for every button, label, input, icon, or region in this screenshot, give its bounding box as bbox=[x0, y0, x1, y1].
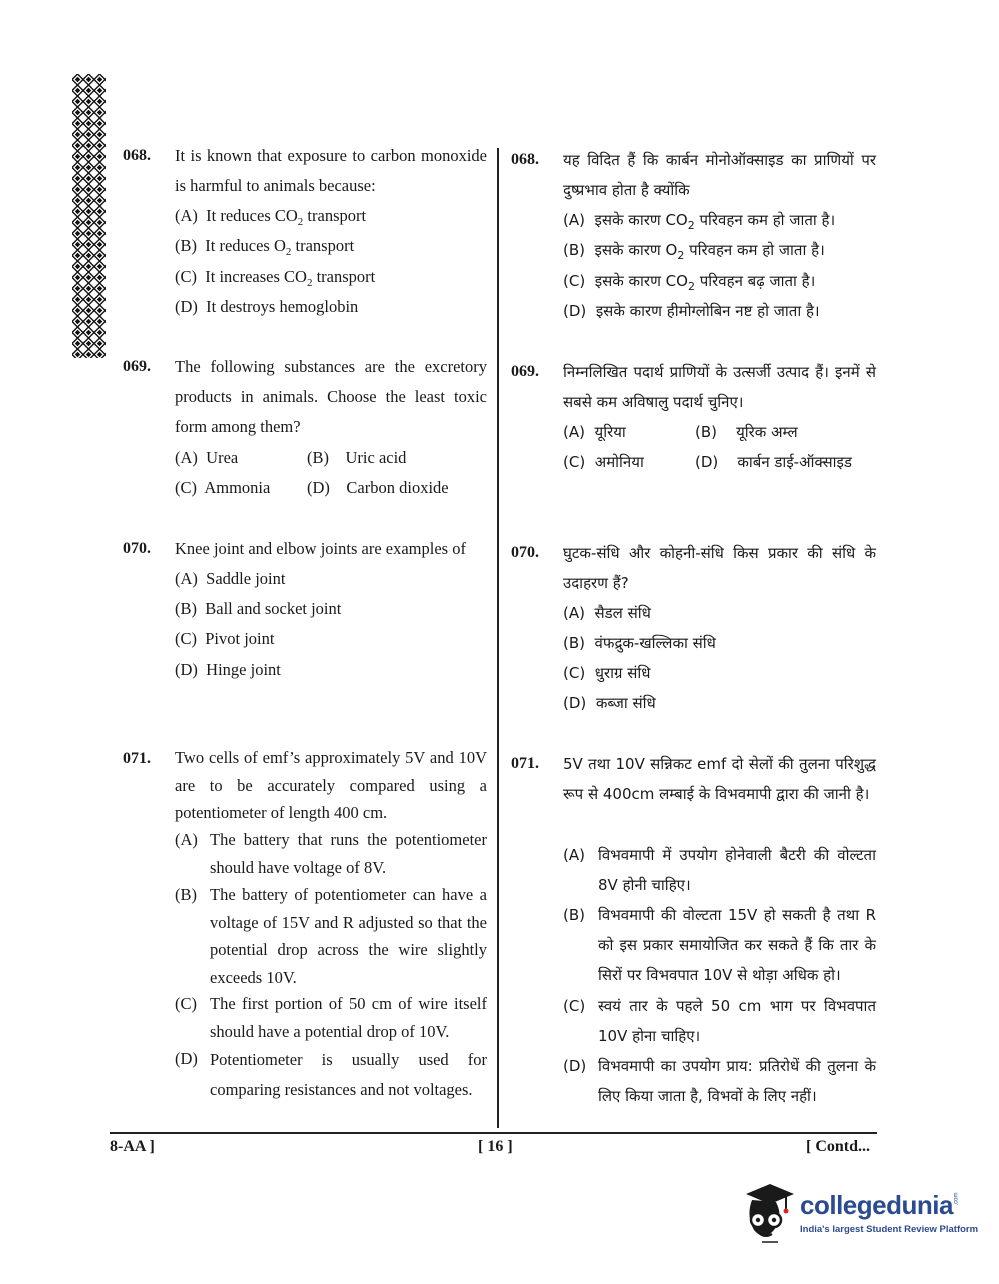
option-a: (A) यूरिया bbox=[563, 423, 626, 441]
option-c-label: (C) bbox=[563, 997, 586, 1015]
question-number: 070. bbox=[123, 540, 151, 557]
footer-rule bbox=[110, 1132, 877, 1134]
option-c: स्वयं तार के पहले 50 cm भाग पर विभवपात 10V होना चाहिए। bbox=[598, 997, 876, 1045]
logo-tagline: India's largest Student Review Platform bbox=[800, 1224, 979, 1235]
question-number: 069. bbox=[511, 363, 539, 380]
question-text: It is known that exposure to carbon monoxide is harmful to animals because: bbox=[175, 146, 487, 195]
option-d: (D) कार्बन डाई-ऑक्साइड bbox=[695, 453, 852, 471]
option-a: (A) Saddle joint bbox=[175, 569, 286, 588]
question-number: 071. bbox=[511, 755, 539, 772]
option-b: (B) Ball and socket joint bbox=[175, 599, 342, 618]
question-number: 068. bbox=[511, 151, 539, 168]
option-a: (A) इसके कारण $CO_2$ परिवहन कम हो जाता है। bbox=[563, 211, 836, 232]
option-a: (A) Urea bbox=[175, 448, 239, 467]
logo-domain: .com bbox=[953, 1192, 960, 1206]
option-b-label: (B) bbox=[175, 885, 197, 904]
option-d: (D) Carbon dioxide bbox=[307, 478, 449, 497]
mascot-icon bbox=[742, 1180, 796, 1250]
option-c: (C) अमोनिया bbox=[563, 453, 644, 471]
option-a: (A) सैडल संधि bbox=[563, 604, 651, 622]
question-number: 070. bbox=[511, 544, 539, 561]
option-d-label: (D) bbox=[563, 1057, 587, 1075]
question-text: 5V तथा 10V सन्निकट emf दो सेलों की तुलना परिशुद्ध रूप से 400cm लम्बाई के विभवमापी द्वारा की जानी है। bbox=[563, 755, 876, 803]
option-a: (A) It reduces $CO_2$ transport bbox=[175, 206, 367, 228]
option-c: (C) It increases $CO_2$ transport bbox=[175, 267, 376, 289]
option-d-label: (D) bbox=[175, 1049, 198, 1068]
question-text: Knee joint and elbow joints are examples of bbox=[175, 539, 466, 558]
option-d: (D) इसके कारण हीमोग्लोबिन नष्ट हो जाता है। bbox=[563, 302, 820, 320]
column-divider bbox=[497, 148, 499, 1128]
option-d: (D) कब्जा संधि bbox=[563, 694, 656, 712]
page-number: [ 16 ] bbox=[478, 1138, 513, 1155]
continued-label: [ Contd... bbox=[806, 1138, 871, 1155]
decorative-border-pattern bbox=[72, 74, 106, 358]
option-d: विभवमापी का उपयोग प्राय: प्रतिरोधें की तुलना के लिए किया जाता है, विभवों के लिए नहीं। bbox=[598, 1057, 876, 1105]
option-a: विभवमापी में उपयोग होनेवाली बैटरी की वोल्टता 8V होनी चाहिए। bbox=[598, 846, 876, 894]
logo-wordmark: collegedunia bbox=[800, 1190, 953, 1220]
option-a-label: (A) bbox=[175, 830, 198, 849]
booklet-code: 8-AA ] bbox=[110, 1138, 155, 1155]
collegedunia-logo bbox=[742, 1180, 979, 1250]
option-a: The battery that runs the potentiometer should have voltage of 8V. bbox=[210, 830, 487, 877]
question-number: 069. bbox=[123, 358, 151, 375]
option-c-label: (C) bbox=[175, 994, 197, 1013]
option-b: (B) यूरिक अम्ल bbox=[695, 423, 798, 441]
question-number: 071. bbox=[123, 750, 151, 767]
option-a-label: (A) bbox=[563, 846, 585, 864]
option-c: (C) Ammonia bbox=[175, 478, 271, 497]
question-text: निम्नलिखित पदार्थ प्राणियों के उत्सर्जी उत्पाद हैं। इनमें से सबसे कम अविषालु पदार्थ चुनिए। bbox=[563, 363, 876, 411]
option-b: विभवमापी की वोल्टता 15V हो सकती है तथा R को इस प्रकार समायोजित कर सकते हैं कि तार के सिरों पर विभवपात 10V से थोड़ा अधिक हो। bbox=[598, 906, 876, 984]
option-d: (D) It destroys hemoglobin bbox=[175, 297, 359, 316]
option-b: (B) इसके कारण $O_2$ परिवहन कम हो जाता है। bbox=[563, 241, 825, 262]
option-d: (D) Hinge joint bbox=[175, 660, 281, 679]
option-b: (B) वंफद्रुक-खल्लिका संधि bbox=[563, 634, 716, 652]
option-b-label: (B) bbox=[563, 906, 585, 924]
option-c: (C) Pivot joint bbox=[175, 629, 275, 648]
option-b: The battery of potentiometer can have a voltage of 15V and R adjusted so that the potential drop across the wire slightly exceeds 10V. bbox=[210, 885, 487, 987]
question-number: 068. bbox=[123, 147, 151, 164]
option-b: (B) Uric acid bbox=[307, 448, 407, 467]
option-b: (B) It reduces $O_2$ transport bbox=[175, 236, 355, 258]
question-text: The following substances are the excretory products in animals. Choose the least toxic form among them? bbox=[175, 357, 487, 436]
option-c: The first portion of 50 cm of wire itself should have a potential drop of 10V. bbox=[210, 994, 487, 1041]
option-c: (C) इसके कारण $CO_2$ परिवहन बढ़ जाता है। bbox=[563, 272, 816, 293]
question-text: यह विदित हैं कि कार्बन मोनोऑक्साइड का प्राणियों पर दुष्प्रभाव होता है क्योंकि bbox=[563, 151, 876, 199]
option-c: (C) धुराग्र संधि bbox=[563, 664, 651, 682]
question-text: घुटक-संधि और कोहनी-संधि किस प्रकार की संधि के उदाहरण हैं? bbox=[563, 544, 876, 592]
option-d: Potentiometer is usually used for comparing resistances and not voltages. bbox=[210, 1050, 487, 1099]
question-text: Two cells of emf’s approximately 5V and 10V are to be accurately compared using a potentiometer of length 400 cm. bbox=[175, 748, 487, 822]
